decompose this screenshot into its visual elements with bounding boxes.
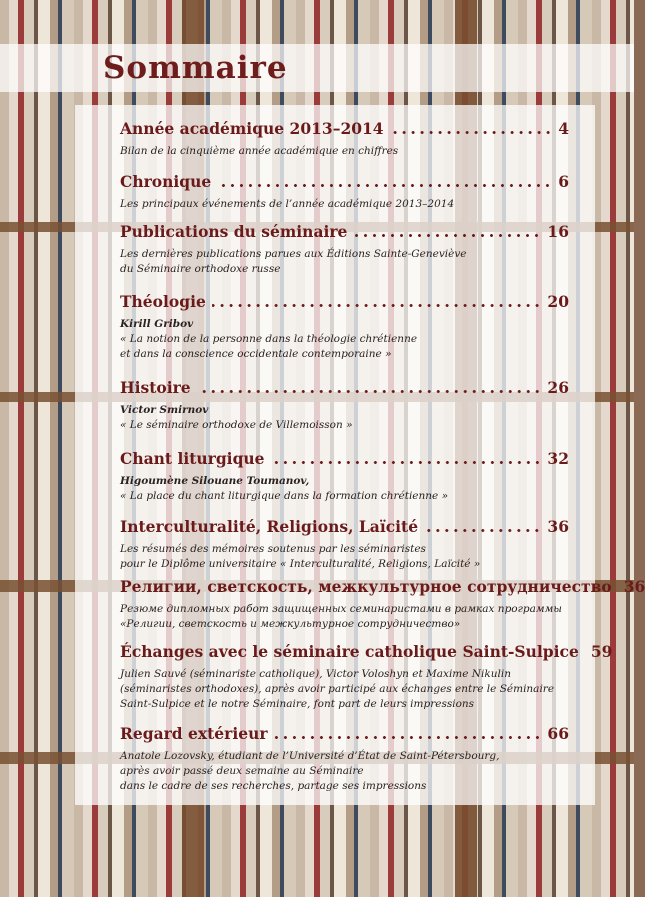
toc-entry-heading[interactable]	[120, 517, 569, 536]
dot-leader	[424, 529, 541, 532]
toc-entry[interactable]	[120, 724, 569, 794]
toc-entry[interactable]	[120, 119, 569, 159]
entry-description	[120, 474, 569, 504]
page-number: 36	[623, 577, 645, 596]
toc-entry-heading[interactable]	[120, 724, 569, 743]
toc-entry-heading[interactable]	[120, 378, 569, 397]
description-line: « La notion de la personne dans la théologie chrétienne	[120, 333, 418, 345]
description-line: après avoir passé deux semaine au Séminaire	[120, 765, 364, 777]
dot-leader	[271, 461, 542, 464]
page-number: 20	[547, 292, 569, 311]
entry-description	[120, 749, 569, 794]
description-line: Saint-Sulpice et le notre Séminaire, font part de leurs impressions	[120, 698, 475, 710]
dot-leader	[390, 131, 553, 134]
toc-entry[interactable]	[120, 378, 569, 433]
toc-entry[interactable]	[120, 292, 569, 362]
page-number: 6	[558, 172, 569, 191]
entry-title: Interculturalité, Religions, Laïcité	[120, 517, 419, 536]
toc-entry-heading[interactable]	[120, 577, 645, 596]
description-line: Les principaux événements de l’année académique 2013–2014	[120, 198, 455, 210]
entry-title: Chant liturgique	[120, 449, 265, 468]
description-line: dans le cadre de ses recherches, partage ses impressions	[120, 780, 427, 792]
dot-leader	[212, 304, 542, 307]
description-line: et dans la conscience occidentale contemporaine »	[120, 348, 392, 360]
description-line: Julien Sauvé (séminariste catholique), Victor Voloshyn et Maxime Nikulin	[120, 668, 511, 680]
description-line: Les dernières publications parues aux Éditions Sainte-Geneviève	[120, 248, 467, 260]
entry-title: Histoire	[120, 378, 191, 397]
dot-leader	[217, 184, 552, 187]
entry-title: Chronique	[120, 172, 212, 191]
description-line: Anatole Lozovsky, étudiant de l’Université d’État de Saint-Pétersbourg,	[120, 750, 500, 762]
dot-leader	[274, 736, 542, 739]
toc-entry-heading[interactable]	[120, 222, 569, 241]
entry-title: Théologie	[120, 292, 206, 311]
description-line: « La place du chant liturgique dans la formation chrétienne »	[120, 490, 449, 502]
page-number: 16	[547, 222, 569, 241]
entry-title: Année académique 2013–2014	[120, 119, 384, 138]
toc-entry[interactable]	[120, 517, 569, 572]
page-number: 66	[547, 724, 569, 743]
toc-entry-heading[interactable]	[120, 172, 569, 191]
description-line: Les résumés des mémoires soutenus par les séminaristes	[120, 543, 426, 555]
page-title: Sommaire	[103, 50, 288, 86]
title-band	[0, 44, 634, 92]
page-number: 36	[547, 517, 569, 536]
entry-description	[120, 542, 569, 572]
page-number: 32	[547, 449, 569, 468]
entry-description	[120, 317, 569, 362]
entry-title: Религии, светскость, межкультурное сотрудничество	[120, 577, 612, 596]
toc-entry[interactable]	[120, 222, 569, 277]
entry-description	[120, 667, 569, 712]
entry-description	[120, 197, 569, 212]
entry-author: Higoumène Silouane Toumanov,	[120, 475, 310, 487]
toc-entry[interactable]	[120, 642, 613, 712]
toc-entry-heading[interactable]	[120, 642, 613, 661]
toc-entry-heading[interactable]	[120, 119, 569, 138]
entry-title: Échanges avec le séminaire catholique Saint-Sulpice	[120, 642, 579, 661]
description-line: Bilan de la cinquième année académique en chiffres	[120, 145, 399, 157]
dot-leader	[353, 234, 541, 237]
page-number: 4	[558, 119, 569, 138]
entry-description	[120, 602, 569, 632]
dot-leader	[197, 390, 542, 393]
toc-entry[interactable]	[120, 449, 569, 504]
entry-description	[120, 403, 569, 433]
entry-title: Publications du séminaire	[120, 222, 348, 241]
description-line: pour le Diplôme universitaire « Interculturalité, Religions, Laïcité »	[120, 558, 481, 570]
page-number: 26	[547, 378, 569, 397]
page-number: 59	[590, 642, 613, 661]
description-line: « Le séminaire orthodoxe de Villemoisson »	[120, 419, 353, 431]
entry-author: Victor Smirnov	[120, 404, 209, 416]
toc-entry[interactable]	[120, 577, 645, 632]
toc-entry-heading[interactable]	[120, 292, 569, 311]
description-line: (séminaristes orthodoxes), après avoir participé aux échanges entre le Séminaire	[120, 683, 555, 695]
entry-description	[120, 144, 569, 159]
entry-author: Kirill Gribov	[120, 318, 194, 330]
entry-description	[120, 247, 569, 277]
entry-title: Regard extérieur	[120, 724, 268, 743]
toc-entry[interactable]	[120, 172, 569, 212]
toc-entry-heading[interactable]	[120, 449, 569, 468]
description-line: du Séminaire orthodoxe russe	[120, 263, 281, 275]
description-line: «Религии, светскость и межкультурное сотрудничество»	[120, 618, 461, 630]
description-line: Резюме дипломных работ защищенных семинаристами в рамках программы	[120, 603, 562, 615]
